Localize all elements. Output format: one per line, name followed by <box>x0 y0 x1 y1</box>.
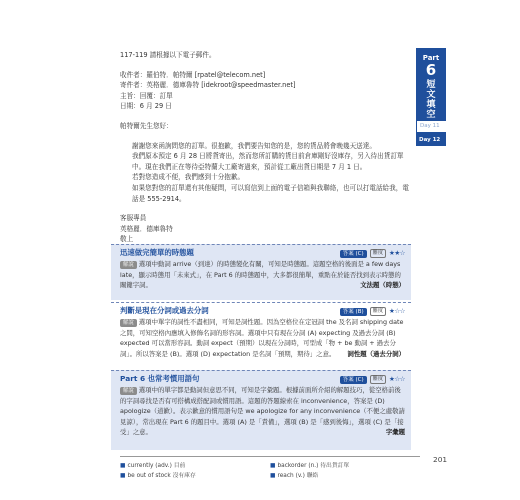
vocabulary-item: ■ currently (adv.) 目前 <box>120 463 186 469</box>
explanation-tag: 解說 <box>120 261 137 269</box>
explanation-text: 選項中動詞 arrive（到達）的時態變化有關，可知是時態題。這題空格的後面是 a few days late，顯示時態用「未來式」，在 Part 6 的時態題中，大多都很簡單，重點在於能否找到表示時態的關鍵字詞。 <box>120 260 401 290</box>
difficulty-stars: ★☆☆ <box>389 375 405 384</box>
page-number: 201 <box>433 455 448 464</box>
key-point: 詞性題（過去分詞） <box>347 349 405 358</box>
vocabulary-row <box>120 471 420 481</box>
bullet-icon: ■ <box>120 463 126 469</box>
key-point: 文法題（時態） <box>360 281 405 290</box>
answer-badge: 答案 (C) <box>340 376 367 384</box>
question-instruction: 117-119 請根據以下電子郵件。 <box>120 51 216 59</box>
explanation-text: 選項中單字的詞性不盡相同，可知是詞性題。因為空格位在定冠詞 the 及名詞 shipping date 之間，可知空格內應填入修飾名詞的形容詞。選項中只有現在分詞 (A) expecting 及過去分詞 (B) expected 可以當形容詞。動詞 expect（預期）以現在分詞時，可型成「物 + be 動詞 + 過去分詞」。所以答案是 (B)。選項 (D) expectation 是名詞「預期，期待」之意。 <box>120 318 404 358</box>
part-number: 6 <box>425 61 437 79</box>
part-title: 短文填空 <box>426 80 436 120</box>
vocabulary-row <box>120 461 420 471</box>
vocabulary-item: ■ reach (v.) 聯絡 <box>270 473 319 479</box>
difficulty-stars: ★★☆ <box>389 249 405 258</box>
email-subject: 主旨：回覆：訂單 <box>120 91 173 100</box>
day-11-tab[interactable]: Day 11 <box>416 121 446 132</box>
email-closing-name: 英格麗．德庫魯特 <box>120 224 173 233</box>
email-paragraph-4: 如果您對您的訂單還有其他疑問，可以寫信到上面的電子信箱與我聯絡，也可以打電話給我，電話是 555-2914。 <box>132 183 409 203</box>
email-closing-title: 客服專員 <box>120 214 147 223</box>
email-greeting: 帕特爾先生您好： <box>120 121 173 130</box>
explanation-box-3 <box>111 370 411 450</box>
email-paragraph-1: 謝謝您來函詢問您的訂單。很抱歉，我們要告知您的是，您的貨品將會晚幾天送達。 <box>132 141 376 150</box>
email-from: 寄件者：英格麗．德庫魯特 [idekroot@speedmaster.net] <box>120 81 296 90</box>
answer-badge: 答案 (B) <box>340 308 367 316</box>
part-label: Part <box>422 54 440 62</box>
day-12-tab[interactable]: Day 12 <box>416 134 446 146</box>
email-closing-signoff: 敬上 <box>120 235 134 244</box>
bullet-icon: ■ <box>270 473 276 479</box>
vocabulary-item: ■ backorder (n.) 待出貨訂單 <box>270 463 350 469</box>
email-letter <box>120 50 410 245</box>
difficulty-stars: ★☆☆ <box>389 307 405 316</box>
explanation-tag: 解說 <box>120 387 137 395</box>
explanation-box-2 <box>111 302 411 368</box>
explanation-title: 判斷是現在分詞或過去分詞 <box>120 306 209 316</box>
answer-badge: 答案 (C) <box>340 250 367 258</box>
difficulty-badge: 難度 <box>370 375 386 384</box>
difficulty-badge: 難度 <box>370 307 386 316</box>
bullet-icon: ■ <box>120 473 126 479</box>
explanation-title: 迅速做完簡單的時態題 <box>120 248 194 258</box>
vocabulary-list <box>120 456 420 481</box>
email-date: 日期：6 月 29 日 <box>120 102 172 111</box>
key-point: 字彙題 <box>385 428 405 437</box>
explanation-title: Part 6 也常考慣用語句 <box>120 374 200 384</box>
explanation-tag: 解說 <box>120 319 137 327</box>
email-paragraph-2: 我們原本預定 6 月 28 日將貨寄出，然而您所訂購的貨目前倉庫剛好沒庫存，另入待出貨訂單中。現在我們正在等待亞特蘭大工廠寄過來，預計從工廠出貨日期是 7 月 1 日。 <box>132 152 404 171</box>
difficulty-badge: 難度 <box>370 249 386 258</box>
vocabulary-item: ■ be out of stock 沒有庫存 <box>120 473 196 479</box>
explanation-text: 選項中的單字都是動詞但意思不同，可知是字彙題。根據前面所介紹的解題技巧，從空格前後的字詞尋找是否有可搭構成搭配詞或慣用語。這題的答題線索在 inconvenience，答案是 (D) apologize（道歉）。表示歉意的慣用語句是 we apologize for any inconvenience（不便之處敬請見諒），常出現在 Part 6 的題目中。選項 (A) 是「責備」，選項 (B) 是「感到後悔」，選項 (C) 是「接受」之意。 <box>120 386 405 437</box>
email-paragraph-3: 若對您造成不便，我們感到十分抱歉。 <box>132 173 245 182</box>
explanation-box-1 <box>111 244 411 300</box>
bullet-icon: ■ <box>270 463 276 469</box>
email-to: 收件者：羅伯特．帕特爾 [rpatel@telecom.net] <box>120 70 266 79</box>
